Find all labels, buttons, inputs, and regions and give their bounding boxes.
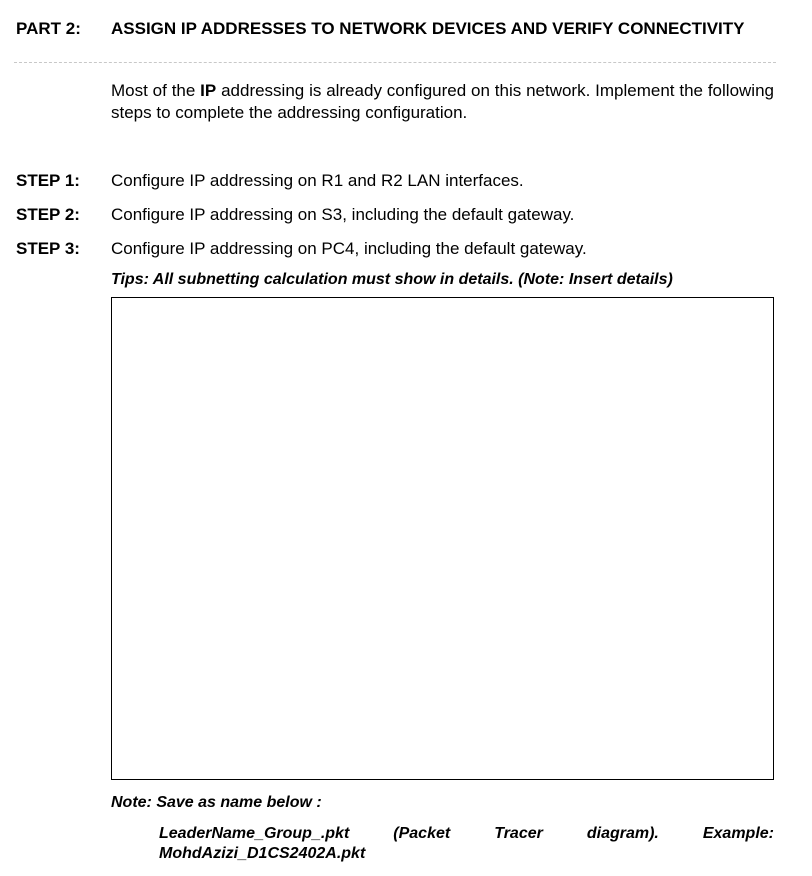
intro-bold-term: IP [200,81,217,100]
part-label: PART 2: [16,19,81,38]
step-3-label: STEP 3: [16,239,80,258]
step-2-text: Configure IP addressing on S3, including the default gateway. [111,205,575,224]
intro-paragraph [111,80,774,124]
intro-text-end: addressing is already configured on this network. Implement the following steps to complete the addressing configuration. [111,81,774,122]
step-2-label: STEP 2: [16,205,80,224]
filename-word: Example: [702,825,774,842]
part-title: ASSIGN IP ADDRESSES TO NETWORK DEVICES AND VERIFY CONNECTIVITY [111,19,745,38]
answer-box[interactable] [111,297,774,780]
section-divider [14,62,776,63]
filename-line-1 [159,824,774,844]
step-1-text: Configure IP addressing on R1 and R2 LAN interfaces. [111,171,524,190]
filename-instructions [159,824,774,864]
note-label: Note: Save as name below : [111,794,322,811]
filename-word: (Packet [393,825,451,842]
intro-text-start: Most of the [111,81,201,100]
step-1-label: STEP 1: [16,171,80,190]
filename-word: diagram). [586,825,659,842]
filename-pattern: LeaderName_Group_.pkt [159,825,350,842]
filename-example: MohdAzizi_D1CS2402A.pkt [159,845,366,862]
filename-word: Tracer [494,825,543,842]
tips-text: Tips: All subnetting calculation must show in details. (Note: Insert details) [111,271,673,288]
step-3-text: Configure IP addressing on PC4, including the default gateway. [111,239,587,258]
